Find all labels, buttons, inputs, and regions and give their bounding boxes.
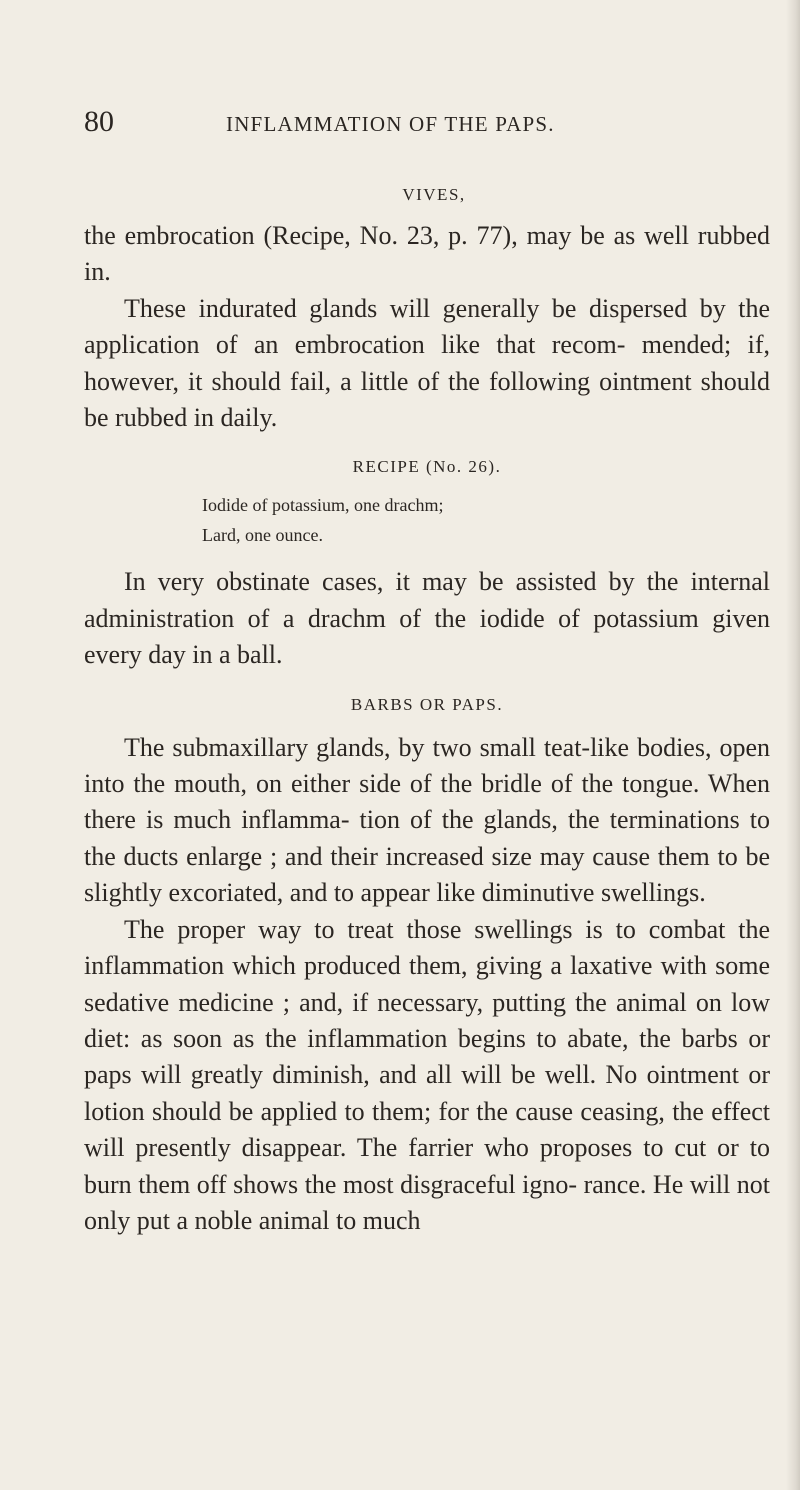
paragraph-4: The submaxillary glands, by two small teat-like bodies, open into the mouth, on either side of the bridle of the tongue. When there is much inflamma- tion of the glands, the terminations to the ducts enlarge ; and their increased size may cause them to be slightly excoriated, and to appear like diminutive swellings. [84,732,770,908]
page-header [84,102,784,142]
paragraph-1: the embrocation (Recipe, No. 23, p. 77), may be as well rubbed in. [84,221,770,287]
recipe-ingredient: Lard, one ounce. [202,525,323,546]
recipe-ingredients [84,490,770,550]
page-number: 80 [84,105,114,138]
recipe-heading: RECIPE (No. 26). [352,457,502,477]
section-heading: BARBS OR PAPS. [350,694,504,714]
continuation-heading: VIVES, [402,185,466,204]
paragraph-5: The proper way to treat those swellings is to combat the inflammation which produced them, giving a laxative with some sedative medicine ; and, if necessary, putting the animal on low diet: as soon as the inflammation begins to abate, the barbs or paps will greatly diminish, and all will be well. No ointment or lotion should be applied to them; for the cause ceasing, the effect will presently disappear. The farrier who proposes to cut or to burn them off shows the most disgraceful igno- rance. He will not only put a noble animal to much [84,914,770,1235]
page-edge-shadow [786,0,800,1490]
paragraph-2: These indurated glands will generally be dispersed by the application of an embrocation like that recom- mended; if, however, it should fail, a little of the following ointment should be rubbed in daily. [84,293,770,433]
paragraph-3: In very obstinate cases, it may be assisted by the internal administration of a drachm of the iodide of potassium given every day in a ball. [84,567,770,670]
recipe-ingredient: Iodide of potassium, one drachm; [202,495,444,516]
page-body [84,180,770,1239]
running-title: INFLAMMATION OF THE PAPS. [226,112,555,136]
